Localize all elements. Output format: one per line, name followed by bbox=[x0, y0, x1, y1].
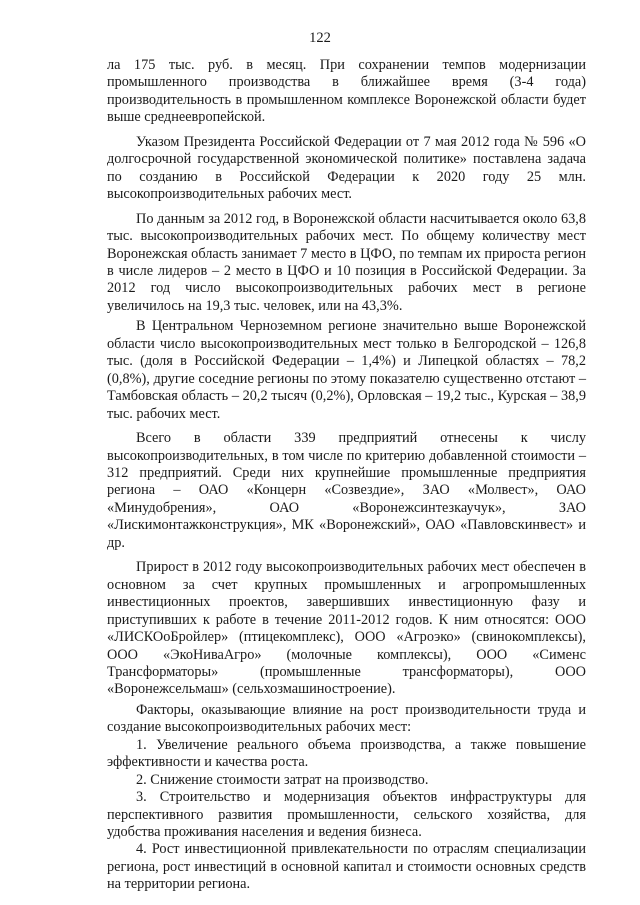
paragraph-regional-stats: По данным за 2012 год, в Воронежской области насчитывается около 63,8 тыс. высокопроизводительных рабочих мест. По общему количеству мест Воронежская область занимает 7 место в ЦФО, по темпам их прироста регион в числе лидеров – 2 место в ЦФО и 10 позиция в Российской Федерации. За 2012 год число высокопроизводительных рабочих мест в регионе увеличилось на 19,3 тыс. человек, или на 43,3%. bbox=[107, 210, 586, 314]
list-item-factor-4: 4. Рост инвестиционной привлекательности по отраслям специализации региона, рост инвестиций в основной капитал и стоимости основных средств на территории региона. bbox=[107, 841, 586, 893]
document-body bbox=[107, 57, 586, 894]
paragraph-growth-projects: Прирост в 2012 году высокопроизводительных рабочих мест обеспечен в основном за счет крупных промышленных и агропромышленных инвестиционных проектов, завершивших инвестиционную фазу и приступивших к работе в течение 2011-2012 годов. К ним относятся: ООО «ЛИСКОоБройлер» (птицекомплекс), ООО «Агроэко» (свинокомплексы), ООО «ЭкоНиваАгро» (молочные комплексы), ООО «Сименс Трансформаторы» (промышленные трансформаторы), ООО «Воронежсельмаш» (сельхозмашиностроение). bbox=[107, 559, 586, 698]
paragraph-decree: Указом Президента Российской Федерации от 7 мая 2012 года № 596 «О долгосрочной государственной экономической политике» поставлена задача по созданию в Российской Федерации к 2020 году 25 млн. высокопроизводительных рабочих мест. bbox=[107, 133, 586, 203]
paragraph-continuation: ла 175 тыс. руб. в месяц. При сохранении темпов модернизации промышленного производства в ближайшее время (3-4 года) производительность в промышленном комплексе Воронежской области будет выше среднеевропейской. bbox=[107, 57, 586, 126]
list-item-factor-2: 2. Снижение стоимости затрат на производство. bbox=[136, 771, 429, 788]
list-item-factor-1: 1. Увеличение реального объема производства, а также повышение эффективности и качества роста. bbox=[107, 736, 586, 771]
list-item-factor-3: 3. Строительство и модернизация объектов инфраструктуры для перспективного развития промышленности, сельского хозяйства, для удобства проживания населения и ведения бизнеса. bbox=[107, 789, 586, 841]
paragraph-factors-intro: Факторы, оказывающие влияние на рост производительности труда и создание высокопроизводительных рабочих мест: bbox=[107, 701, 586, 736]
page-number: 122 bbox=[309, 30, 331, 46]
paragraph-neighbor-regions: В Центральном Черноземном регионе значительно выше Воронежской области число высокопроизводительных мест только в Белгородской – 126,8 тыс. (доля в Российской Федерации – 1,4%) и Липецкой областях – 78,2 (0,8%), другие соседние регионы по этому показателю существенно отстают – Тамбовская область – 20,2 тысяч (0,2%), Орловская – 19,2 тыс., Курская – 38,9 тыс. рабочих мест. bbox=[107, 318, 586, 422]
paragraph-enterprises: Всего в области 339 предприятий отнесены к числу высокопроизводительных, в том числе по критерию добавленной стоимости – 312 предприятий. Среди них крупнейшие промышленные предприятия региона – ОАО «Концерн «Созвездие», ЗАО «Молвест», ОАО «Минудобрения», ОАО «Воронежсинтезкаучук», ЗАО «Лискимонтажконструкция», МК «Воронежский», ОАО «Павловскинвест» и др. bbox=[107, 430, 586, 551]
